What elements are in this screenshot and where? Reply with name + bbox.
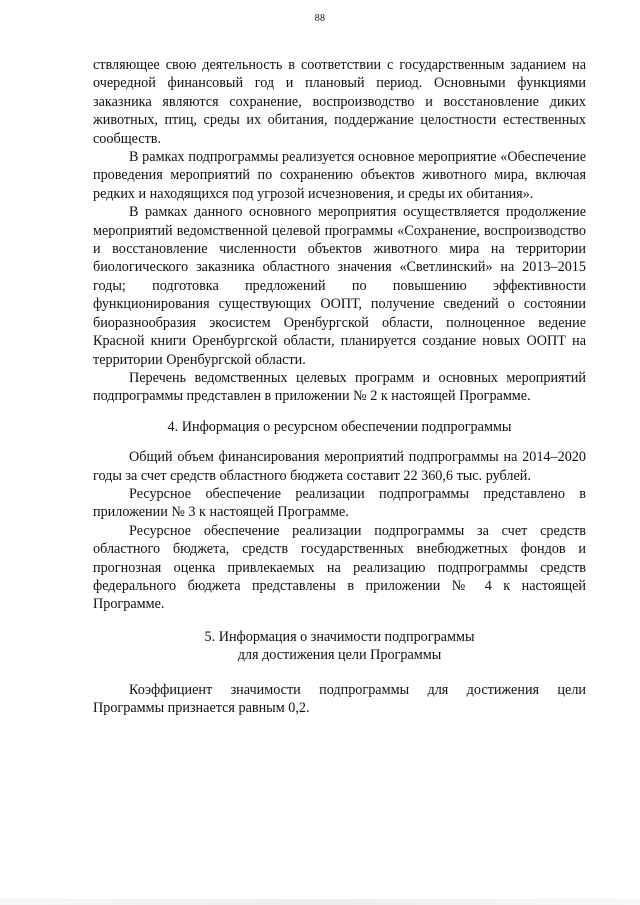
document-body xyxy=(93,56,586,717)
section-5-heading-line-2: для достижения цели Программы xyxy=(237,647,442,664)
paragraph-continuation: ствляющее свою деятельность в соответствии с государственным заданием на очередной финансовый год и плановый период. Основными функциями заказника являются сохранение, воспроизводство и восстановление диких животных, птиц, среды их обитания, поддержание целостности естественных сообществ. xyxy=(93,57,586,147)
paragraph-activity-details: В рамках данного основного мероприятия осуществляется продолжение мероприятий ведомственной целевой программы «Сохранение, воспроизводство и восстановление численности объектов животного мира на территории биологического заказника областного значения «Светлинский» на 2013–2015 годы; подготовка предложений по повышению эффективности функционирования существующих ООПТ, получение сведений о состоянии биоразнообразия экосистем Оренбургской области, полноценное ведение Красной книги Оренбургской области, планируется создание новых ООПТ на территории Оренбургской области. xyxy=(93,204,586,368)
paragraph-significance-coefficient: Коэффициент значимости подпрограммы для достижения цели Программы признается равным 0,2. xyxy=(93,681,586,716)
paragraph-resource-appendix-3: Ресурсное обеспечение реализации подпрограммы представлено в приложении № 3 к настоящей Программе. xyxy=(93,485,586,521)
scan-edge-artifact xyxy=(0,899,640,905)
page-number: 88 xyxy=(314,13,326,24)
section-5-heading-line-1: 5. Информация о значимости подпрограммы xyxy=(204,628,475,645)
paragraph-main-activity: В рамках подпрограммы реализуется основное мероприятие «Обеспечение проведения мероприятий по сохранению объектов животного мира, включая редких и находящихся под угрозой исчезновения, и среды их обитания». xyxy=(93,149,586,202)
paragraph-resource-appendix-4: Ресурсное обеспечение реализации подпрограммы за счет средств областного бюджета, средств государственных внебюджетных фондов и прогнозная оценка привлекаемых на реализацию подпрограммы средств федерального бюджета представлены в приложении № 4 к настоящей Программе. xyxy=(93,522,586,613)
paragraph-funding-total: Общий объем финансирования мероприятий подпрограммы на 2014–2020 годы за счет средств областного бюджета составит 22 360,6 тыс. рублей. xyxy=(93,449,586,484)
section-4-heading: 4. Информация о ресурсном обеспечении подпрограммы xyxy=(167,418,512,435)
paragraph-program-list: Перечень ведомственных целевых программ и основных мероприятий подпрограммы представлен в приложении № 2 к настоящей Программе. xyxy=(93,369,586,405)
